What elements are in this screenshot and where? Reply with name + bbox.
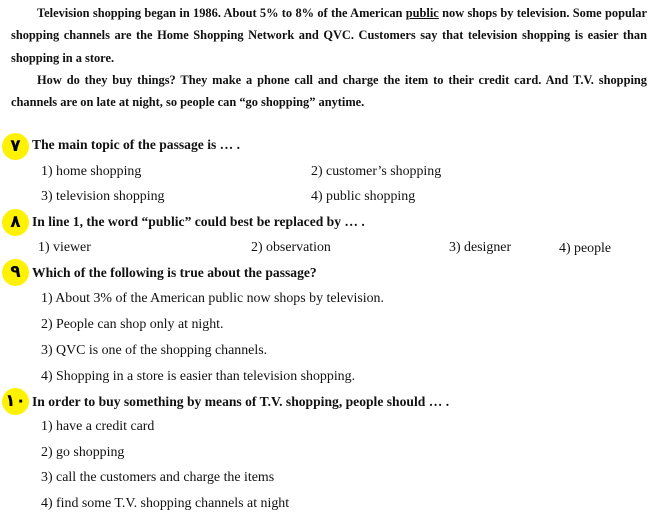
option-1: 1) home shopping: [41, 164, 142, 179]
option-2: 2) observation: [251, 240, 331, 255]
option-4: 4) find some T.V. shopping channels at night: [41, 496, 290, 511]
question-number-badge: ۱۰: [2, 388, 29, 415]
option-2: 2) go shopping: [41, 445, 125, 460]
passage-paragraph-2: How do they buy things? They make a phone call and charge the item to their credit card. And T.V. shopping channels are on late at night, so people can “go shopping” anytime.: [11, 72, 647, 110]
question-stem: Which of the following is true about the passage?: [32, 265, 317, 280]
option-3: 3) QVC is one of the shopping channels.: [41, 343, 268, 358]
option-2: 2) customer’s shopping: [311, 164, 442, 179]
option-4: 4) Shopping in a store is easier than television shopping.: [41, 369, 356, 384]
passage-text: Television shopping began in 1986. About 5% to 8% of the American: [37, 6, 406, 20]
question-stem: The main topic of the passage is … .: [32, 137, 241, 152]
underlined-word-public: public: [405, 6, 439, 20]
option-1: 1) have a credit card: [41, 419, 155, 434]
option-1: 1) About 3% of the American public now shops by television.: [41, 291, 384, 306]
option-2: 2) People can shop only at night.: [41, 317, 224, 332]
question-stem: In line 1, the word “public” could best be replaced by … .: [32, 214, 365, 229]
option-1: 1) viewer: [38, 240, 91, 255]
question-number-badge: ۹: [2, 259, 29, 286]
reading-passage: [11, 2, 647, 113]
passage-paragraph-1: [11, 2, 647, 69]
option-3: 3) call the customers and charge the items: [41, 470, 275, 485]
question-number-badge: ۸: [2, 209, 29, 236]
question-number-badge: ۷: [2, 133, 29, 160]
passage-text: now shops by television. Some popular shopping channels are the Home Shopping Network and QVC. Customers say that television shopping is easier than shopping in a store.: [11, 6, 647, 65]
option-4: 4) people: [559, 241, 612, 256]
option-3: 3) television shopping: [41, 189, 165, 204]
option-4: 4) public shopping: [311, 189, 416, 204]
option-3: 3) designer: [449, 240, 512, 255]
question-stem: In order to buy something by means of T.V. shopping, people should … .: [32, 394, 450, 409]
